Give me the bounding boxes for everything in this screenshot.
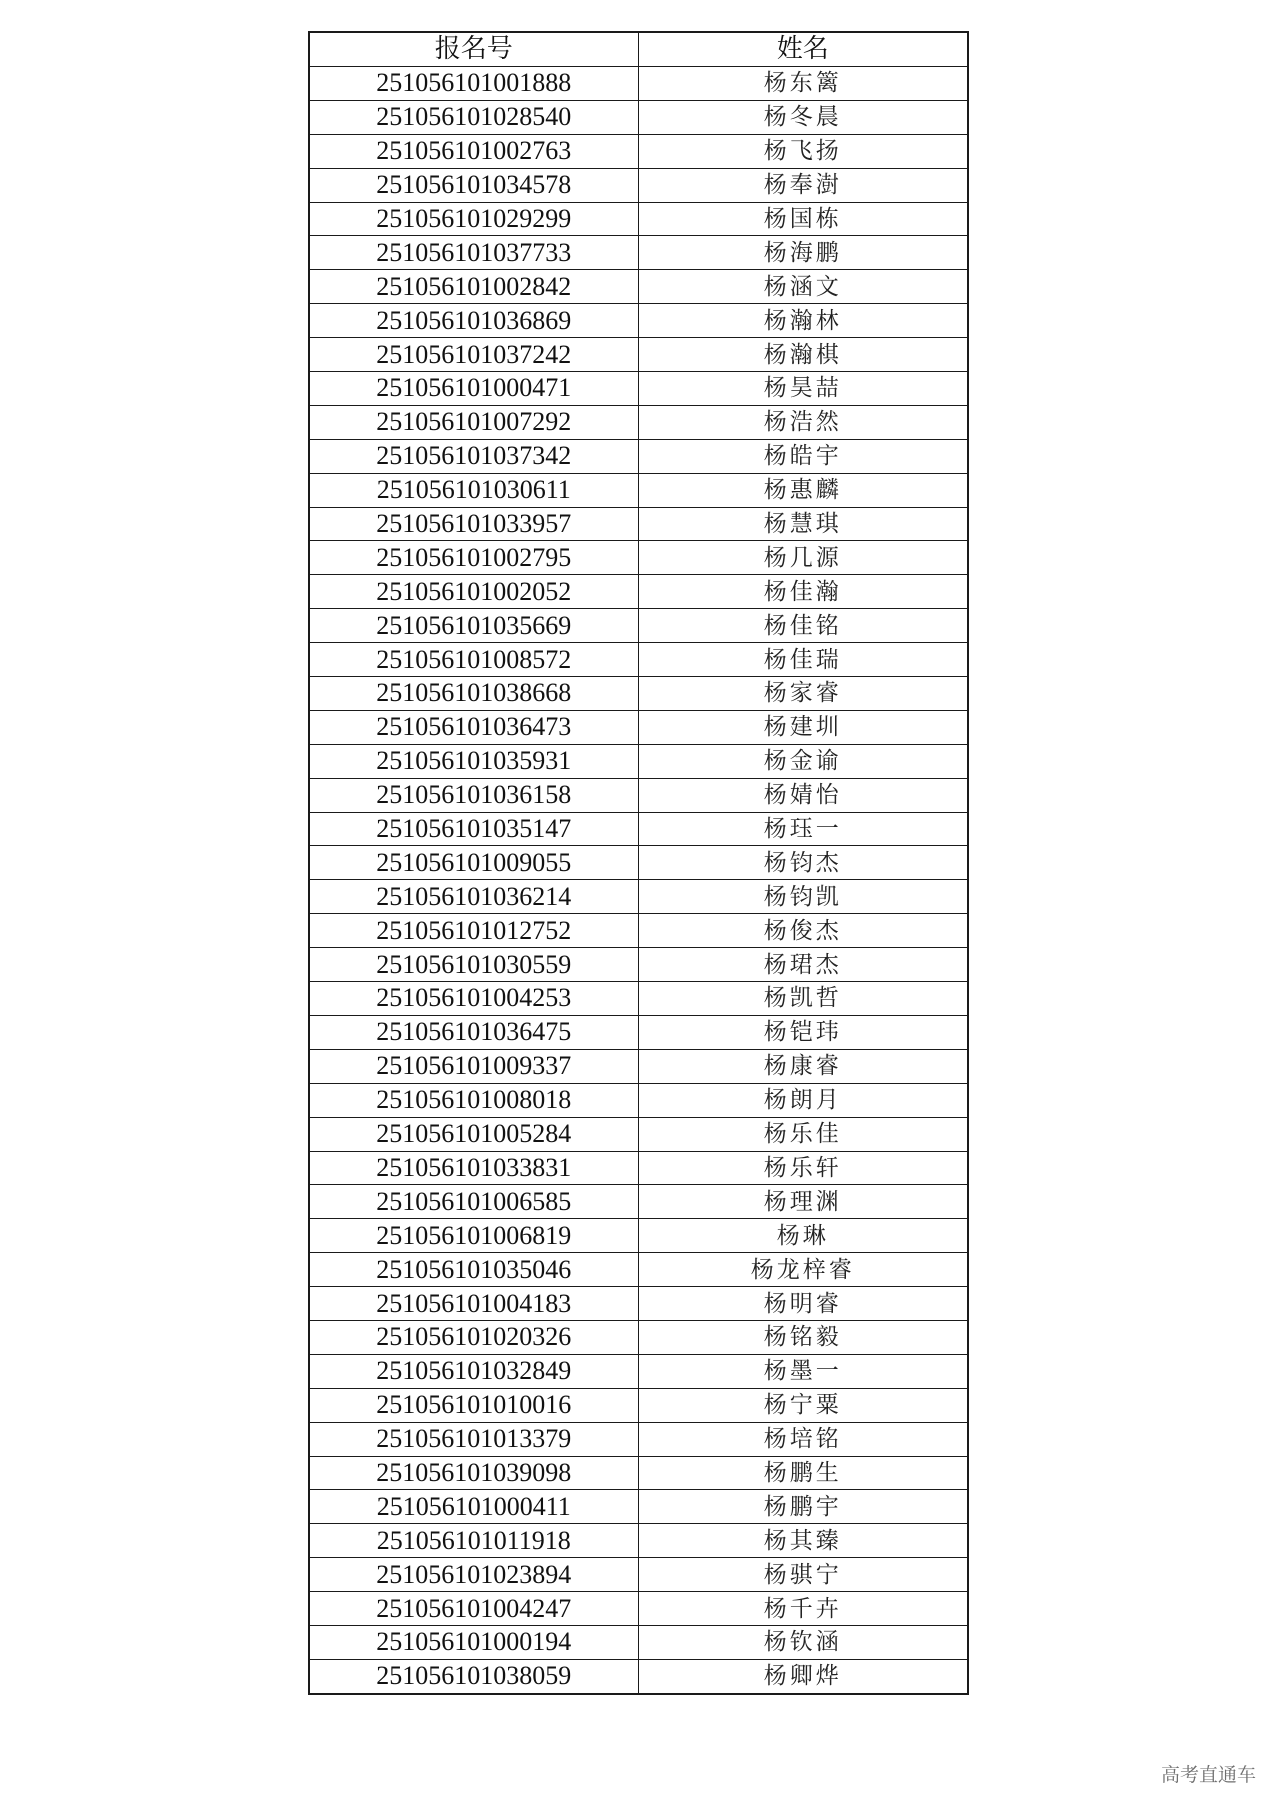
name-cell: 杨康睿 (638, 1049, 968, 1083)
name-cell: 杨宁粟 (638, 1388, 968, 1422)
name-cell: 杨佳瀚 (638, 575, 968, 609)
table-row (309, 643, 968, 677)
table-row (309, 134, 968, 168)
name-cell: 杨浩然 (638, 405, 968, 439)
name-cell: 杨奉澍 (638, 168, 968, 202)
table-row (309, 1388, 968, 1422)
table-row (309, 1185, 968, 1219)
table-row (309, 1524, 968, 1558)
registration-number-cell: 251056101000411 (309, 1490, 638, 1524)
registration-number-cell: 251056101010016 (309, 1388, 638, 1422)
table-row (309, 1490, 968, 1524)
name-cell: 杨佳瑞 (638, 643, 968, 677)
name-cell: 杨婧怡 (638, 778, 968, 812)
table-header (309, 32, 968, 67)
table-row (309, 744, 968, 778)
name-cell: 杨理渊 (638, 1185, 968, 1219)
name-cell: 杨其臻 (638, 1524, 968, 1558)
admission-roster-table (308, 31, 969, 1695)
registration-number-cell: 251056101035669 (309, 609, 638, 643)
table-row (309, 778, 968, 812)
registration-number-cell: 251056101004253 (309, 982, 638, 1016)
registration-number-cell: 251056101036869 (309, 304, 638, 338)
registration-number-cell: 251056101001888 (309, 67, 638, 101)
name-cell: 杨凯哲 (638, 982, 968, 1016)
name-cell: 杨琳 (638, 1219, 968, 1253)
name-cell: 杨皓宇 (638, 439, 968, 473)
table-row (309, 982, 968, 1016)
name-cell: 杨国栋 (638, 202, 968, 236)
name-cell: 杨千卉 (638, 1592, 968, 1626)
registration-number-cell: 251056101036473 (309, 710, 638, 744)
registration-number-cell: 251056101009337 (309, 1049, 638, 1083)
name-cell: 杨涵文 (638, 270, 968, 304)
name-cell: 杨昊喆 (638, 372, 968, 406)
table-row (309, 168, 968, 202)
table-row (309, 473, 968, 507)
name-cell: 杨家睿 (638, 677, 968, 711)
name-cell: 杨冬晨 (638, 100, 968, 134)
name-cell: 杨墨一 (638, 1354, 968, 1388)
table-row (309, 575, 968, 609)
name-cell: 杨俊杰 (638, 914, 968, 948)
name-cell: 杨龙梓睿 (638, 1253, 968, 1287)
name-cell: 杨海鹏 (638, 236, 968, 270)
table-row (309, 1287, 968, 1321)
name-cell: 杨珺杰 (638, 948, 968, 982)
registration-number-cell: 251056101030611 (309, 473, 638, 507)
registration-number-cell: 251056101035046 (309, 1253, 638, 1287)
name-cell: 杨瀚林 (638, 304, 968, 338)
registration-number-cell: 251056101013379 (309, 1422, 638, 1456)
registration-number-cell: 251056101009055 (309, 846, 638, 880)
table-row (309, 202, 968, 236)
table-row (309, 914, 968, 948)
registration-number-cell: 251056101030559 (309, 948, 638, 982)
name-cell: 杨飞扬 (638, 134, 968, 168)
registration-number-cell: 251056101008572 (309, 643, 638, 677)
registration-number-cell: 251056101038059 (309, 1659, 638, 1693)
registration-number-cell: 251056101020326 (309, 1320, 638, 1354)
registration-number-cell: 251056101036475 (309, 1015, 638, 1049)
registration-number-cell: 251056101036214 (309, 880, 638, 914)
registration-number-cell: 251056101012752 (309, 914, 638, 948)
name-cell: 杨钧凯 (638, 880, 968, 914)
registration-number-cell: 251056101035147 (309, 812, 638, 846)
registration-number-cell: 251056101032849 (309, 1354, 638, 1388)
table-row (309, 677, 968, 711)
registration-number-cell: 251056101002763 (309, 134, 638, 168)
registration-number-cell: 251056101039098 (309, 1456, 638, 1490)
name-cell: 杨钦涵 (638, 1625, 968, 1659)
watermark-text: 高考直通车 (1160, 1764, 1256, 1786)
table-row (309, 1049, 968, 1083)
table-row (309, 439, 968, 473)
name-cell: 杨卿烨 (638, 1659, 968, 1693)
table-row (309, 1354, 968, 1388)
registration-number-cell: 251056101004183 (309, 1287, 638, 1321)
name-cell: 杨骐宁 (638, 1558, 968, 1592)
name-cell: 杨乐轩 (638, 1151, 968, 1185)
name-cell: 杨惠麟 (638, 473, 968, 507)
registration-number-cell: 251056101000194 (309, 1625, 638, 1659)
registration-number-cell: 251056101011918 (309, 1524, 638, 1558)
name-cell: 杨培铭 (638, 1422, 968, 1456)
table-row (309, 338, 968, 372)
table-row (309, 1625, 968, 1659)
table-row (309, 1151, 968, 1185)
table-row (309, 1219, 968, 1253)
table-row (309, 304, 968, 338)
registration-number-cell: 251056101036158 (309, 778, 638, 812)
table-row (309, 507, 968, 541)
registration-number-cell: 251056101033957 (309, 507, 638, 541)
registration-number-cell: 251056101037733 (309, 236, 638, 270)
table-row (309, 541, 968, 575)
table-row (309, 1320, 968, 1354)
name-cell: 杨鹏生 (638, 1456, 968, 1490)
registration-number-cell: 251056101028540 (309, 100, 638, 134)
name-cell: 杨瀚棋 (638, 338, 968, 372)
registration-number-cell: 251056101023894 (309, 1558, 638, 1592)
table-row (309, 1422, 968, 1456)
table-row (309, 846, 968, 880)
table-row (309, 1558, 968, 1592)
table-row (309, 236, 968, 270)
registration-number-cell: 251056101002842 (309, 270, 638, 304)
table-row (309, 100, 968, 134)
registration-number-cell: 251056101034578 (309, 168, 638, 202)
name-cell: 杨几源 (638, 541, 968, 575)
name-cell: 杨乐佳 (638, 1117, 968, 1151)
registration-number-cell: 251056101029299 (309, 202, 638, 236)
column-header-name: 姓名 (638, 32, 968, 67)
table-row (309, 609, 968, 643)
table-row (309, 67, 968, 101)
table-row (309, 948, 968, 982)
column-header-registration-number: 报名号 (309, 32, 638, 67)
name-cell: 杨铠玮 (638, 1015, 968, 1049)
name-cell: 杨钧杰 (638, 846, 968, 880)
table-row (309, 812, 968, 846)
table-row (309, 372, 968, 406)
name-cell: 杨金谕 (638, 744, 968, 778)
registration-number-cell: 251056101000471 (309, 372, 638, 406)
registration-number-cell: 251056101037342 (309, 439, 638, 473)
name-cell: 杨建圳 (638, 710, 968, 744)
table-row (309, 1015, 968, 1049)
registration-number-cell: 251056101035931 (309, 744, 638, 778)
table-body (309, 67, 968, 1694)
registration-number-cell: 251056101007292 (309, 405, 638, 439)
header-row (309, 32, 968, 67)
registration-number-cell: 251056101004247 (309, 1592, 638, 1626)
registration-number-cell: 251056101008018 (309, 1083, 638, 1117)
name-cell: 杨珏一 (638, 812, 968, 846)
registration-number-cell: 251056101037242 (309, 338, 638, 372)
table-row (309, 1083, 968, 1117)
table-row (309, 880, 968, 914)
name-cell: 杨明睿 (638, 1287, 968, 1321)
registration-number-cell: 251056101005284 (309, 1117, 638, 1151)
registration-number-cell: 251056101002795 (309, 541, 638, 575)
name-cell: 杨佳铭 (638, 609, 968, 643)
name-cell: 杨鹏宇 (638, 1490, 968, 1524)
table-row (309, 1456, 968, 1490)
table-row (309, 405, 968, 439)
table-row (309, 1659, 968, 1693)
name-cell: 杨朗月 (638, 1083, 968, 1117)
registration-number-cell: 251056101038668 (309, 677, 638, 711)
name-cell: 杨铭毅 (638, 1320, 968, 1354)
registration-number-cell: 251056101006585 (309, 1185, 638, 1219)
registration-number-cell: 251056101002052 (309, 575, 638, 609)
name-cell: 杨东篱 (638, 67, 968, 101)
table-row (309, 1117, 968, 1151)
table-row (309, 1253, 968, 1287)
registration-number-cell: 251056101033831 (309, 1151, 638, 1185)
table-row (309, 710, 968, 744)
table-row (309, 1592, 968, 1626)
registration-number-cell: 251056101006819 (309, 1219, 638, 1253)
table-row (309, 270, 968, 304)
name-cell: 杨慧琪 (638, 507, 968, 541)
